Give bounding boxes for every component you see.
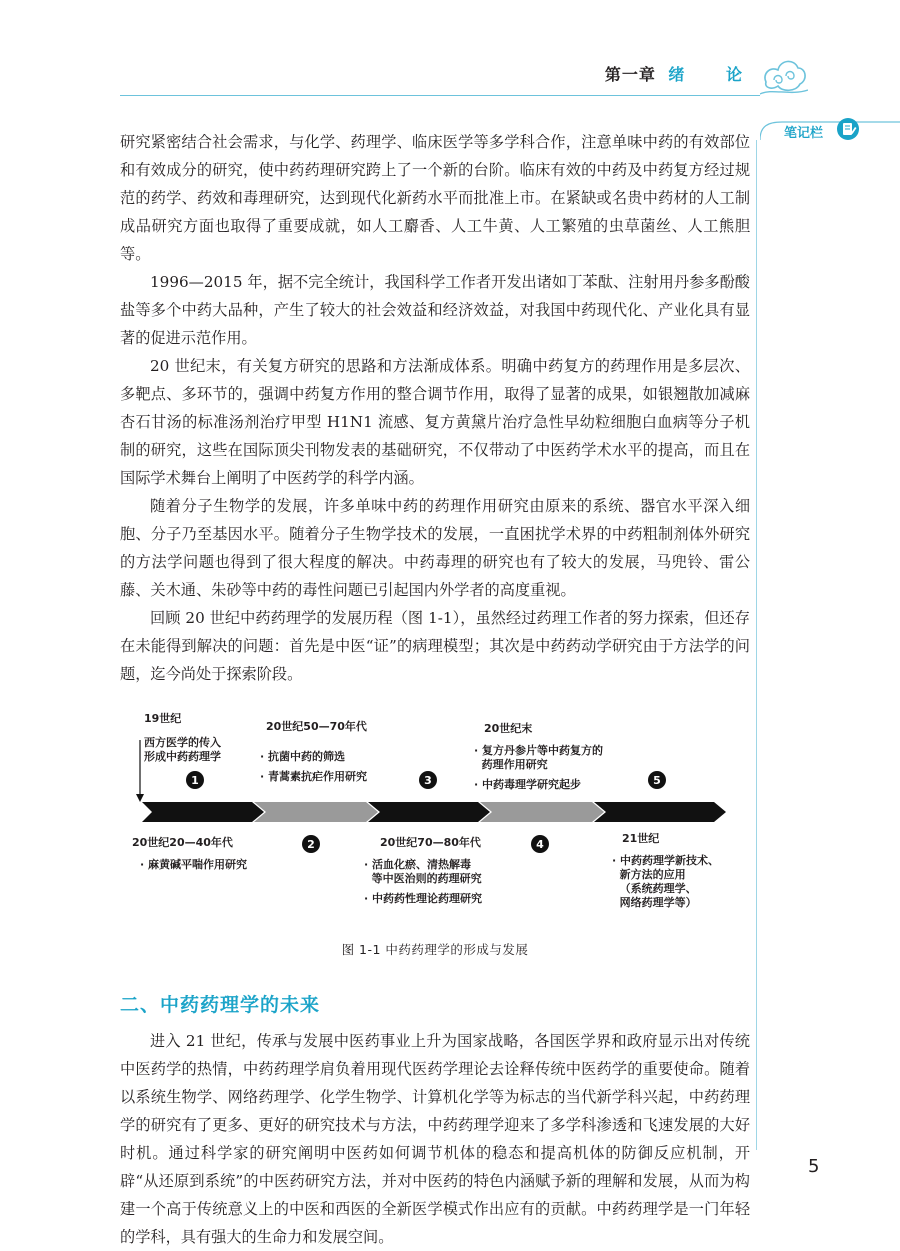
paragraph: 回顾 20 世纪中药药理学的发展历程（图 1-1），虽然经过药理工作者的努力探索，但还存在未能得到解决的问题：首先是中医“证”的病理模型；其次是中药药动学研究由于方法学的问题，迄今尚处于探索阶段。 — [120, 609, 750, 683]
timeline-segment-1 — [142, 802, 264, 822]
event-label: · 青蒿素抗疟作用研究 — [260, 770, 368, 783]
step-number: 1 — [191, 774, 199, 787]
era-label: 19世纪 — [144, 712, 182, 725]
section-heading: 二、中药药理学的未来 — [120, 994, 321, 1016]
step-number: 4 — [536, 838, 544, 851]
era-label: 20世纪20—40年代 — [132, 836, 233, 849]
event-label: · 中药毒理学研究起步 — [474, 778, 582, 791]
step-number: 3 — [424, 774, 432, 787]
chapter-number: 第一章 — [604, 65, 656, 84]
step-number: 2 — [307, 838, 315, 851]
timeline-segment-4 — [480, 802, 604, 822]
notes-tab-shape — [760, 116, 900, 156]
era-label: 21世纪 — [622, 832, 660, 845]
timeline-figure — [120, 698, 760, 938]
event-label: · 中药药性理论药理研究 — [364, 892, 483, 905]
event-label: 西方医学的传入 — [144, 736, 221, 749]
era-label: 20世纪70—80年代 — [380, 836, 481, 849]
paragraph: 1996—2015 年，据不完全统计，我国科学工作者开发出诸如丁苯酞、注射用丹参多酚酸盐等多个中药大品种，产生了较大的社会效益和经济效益，对我国中药现代化、产业化具有显著的促进示范作用。 — [120, 273, 750, 347]
event-label: 药理作用研究 — [474, 758, 548, 771]
event-label: 形成中药药理学 — [144, 750, 221, 763]
page-header — [0, 0, 900, 112]
notes-margin-rule — [756, 140, 757, 1150]
main-content — [120, 128, 750, 1251]
event-label: · 抗菌中药的筛选 — [260, 750, 346, 763]
event-label: 等中医治则的药理研究 — [364, 872, 482, 885]
timeline-segment-3 — [368, 802, 490, 822]
era-label: 20世纪50—70年代 — [266, 720, 367, 733]
page-number: 5 — [808, 1156, 820, 1177]
era-label: 20世纪末 — [484, 722, 533, 735]
notebook-pencil-icon — [836, 117, 860, 141]
chapter-name: 绪 论 — [668, 65, 760, 84]
paragraph: 20 世纪末，有关复方研究的思路和方法渐成体系。明确中药复方的药理作用是多层次、多靶点、多环节的，强调中药复方作用的整合调节作用，取得了显著的成果，如银翘散加减麻杏石甘汤的标准汤剂治疗甲型 H1N1 流感、复方黄黛片治疗急性早幼粒细胞白血病等分子机制的研究，这些在国际顶尖刊物发表的基础研究，不仅带动了中医药学术水平的提高，而且在国际学术舞台上阐明了中医药学的科学内涵。 — [120, 357, 750, 487]
cloud-ornament-icon — [760, 52, 808, 96]
chapter-heading — [605, 62, 760, 85]
header-divider — [120, 95, 760, 96]
paragraph: 研究紧密结合社会需求，与化学、药理学、临床医学等多学科合作，注意单味中药的有效部位和有效成分的研究，使中药药理研究跨上了一个新的台阶。临床有效的中药及中药复方经过规范的药学、药效和毒理研究，达到现代化新药水平而批准上市。在紧缺或名贵中药材的人工制成品研究方面也取得了重要成就，如人工麝香、人工牛黄、人工繁殖的虫草菌丝、人工熊胆等。 — [120, 133, 750, 263]
timeline-segment-5 — [594, 802, 726, 822]
event-label: 新方法的应用 — [612, 868, 686, 881]
timeline-segment-2 — [254, 802, 378, 822]
figure-caption: 图 1-1 中药药理学的形成与发展 — [341, 942, 529, 957]
paragraph: 进入 21 世纪，传承与发展中医药事业上升为国家战略，各国医学界和政府显示出对传统中医药学的热情，中药药理学肩负着用现代医药学理论去诠释传统中医药学的重要使命。随着以系统生物学、网络药理学、化学生物学、计算机化学等为标志的当代新学科兴起，中药药理学的研究有了更多、更好的研究技术与方法，中药药理学迎来了多学科渗透和飞速发展的大好时机。通过科学家的研究阐明中医药如何调节机体的稳态和提高机体的防御反应机制，开辟“从还原到系统”的中医药研究方法，并对中医药的特色内涵赋予新的理解和发展，从而为构建一个高于传统意义上的中医和西医的全新医学模式作出应有的贡献。中药药理学是一门年轻的学科，具有强大的生命力和发展空间。 — [120, 1032, 750, 1246]
step-number: 5 — [653, 774, 661, 787]
event-label: · 活血化瘀、清热解毒 — [364, 858, 472, 871]
event-label: · 复方丹参片等中药复方的 — [474, 744, 604, 757]
event-label: 网络药理学等） — [612, 896, 697, 909]
paragraph: 随着分子生物学的发展，许多单味中药的药理作用研究由原来的系统、器官水平深入细胞、分子乃至基因水平。随着分子生物学技术的发展，一直困扰学术界的中药粗制剂体外研究的方法学问题也得到了很大程度的解决。中药毒理的研究也有了较大的发展，马兜铃、雷公藤、关木通、朱砂等中药的毒性问题已引起国内外学者的高度重视。 — [120, 497, 750, 599]
event-label: （系统药理学、 — [612, 882, 697, 895]
event-label: · 麻黄碱平喘作用研究 — [140, 858, 248, 871]
notes-label: 笔记栏 — [784, 126, 824, 141]
event-label: · 中药药理学新技术、 — [612, 854, 720, 867]
